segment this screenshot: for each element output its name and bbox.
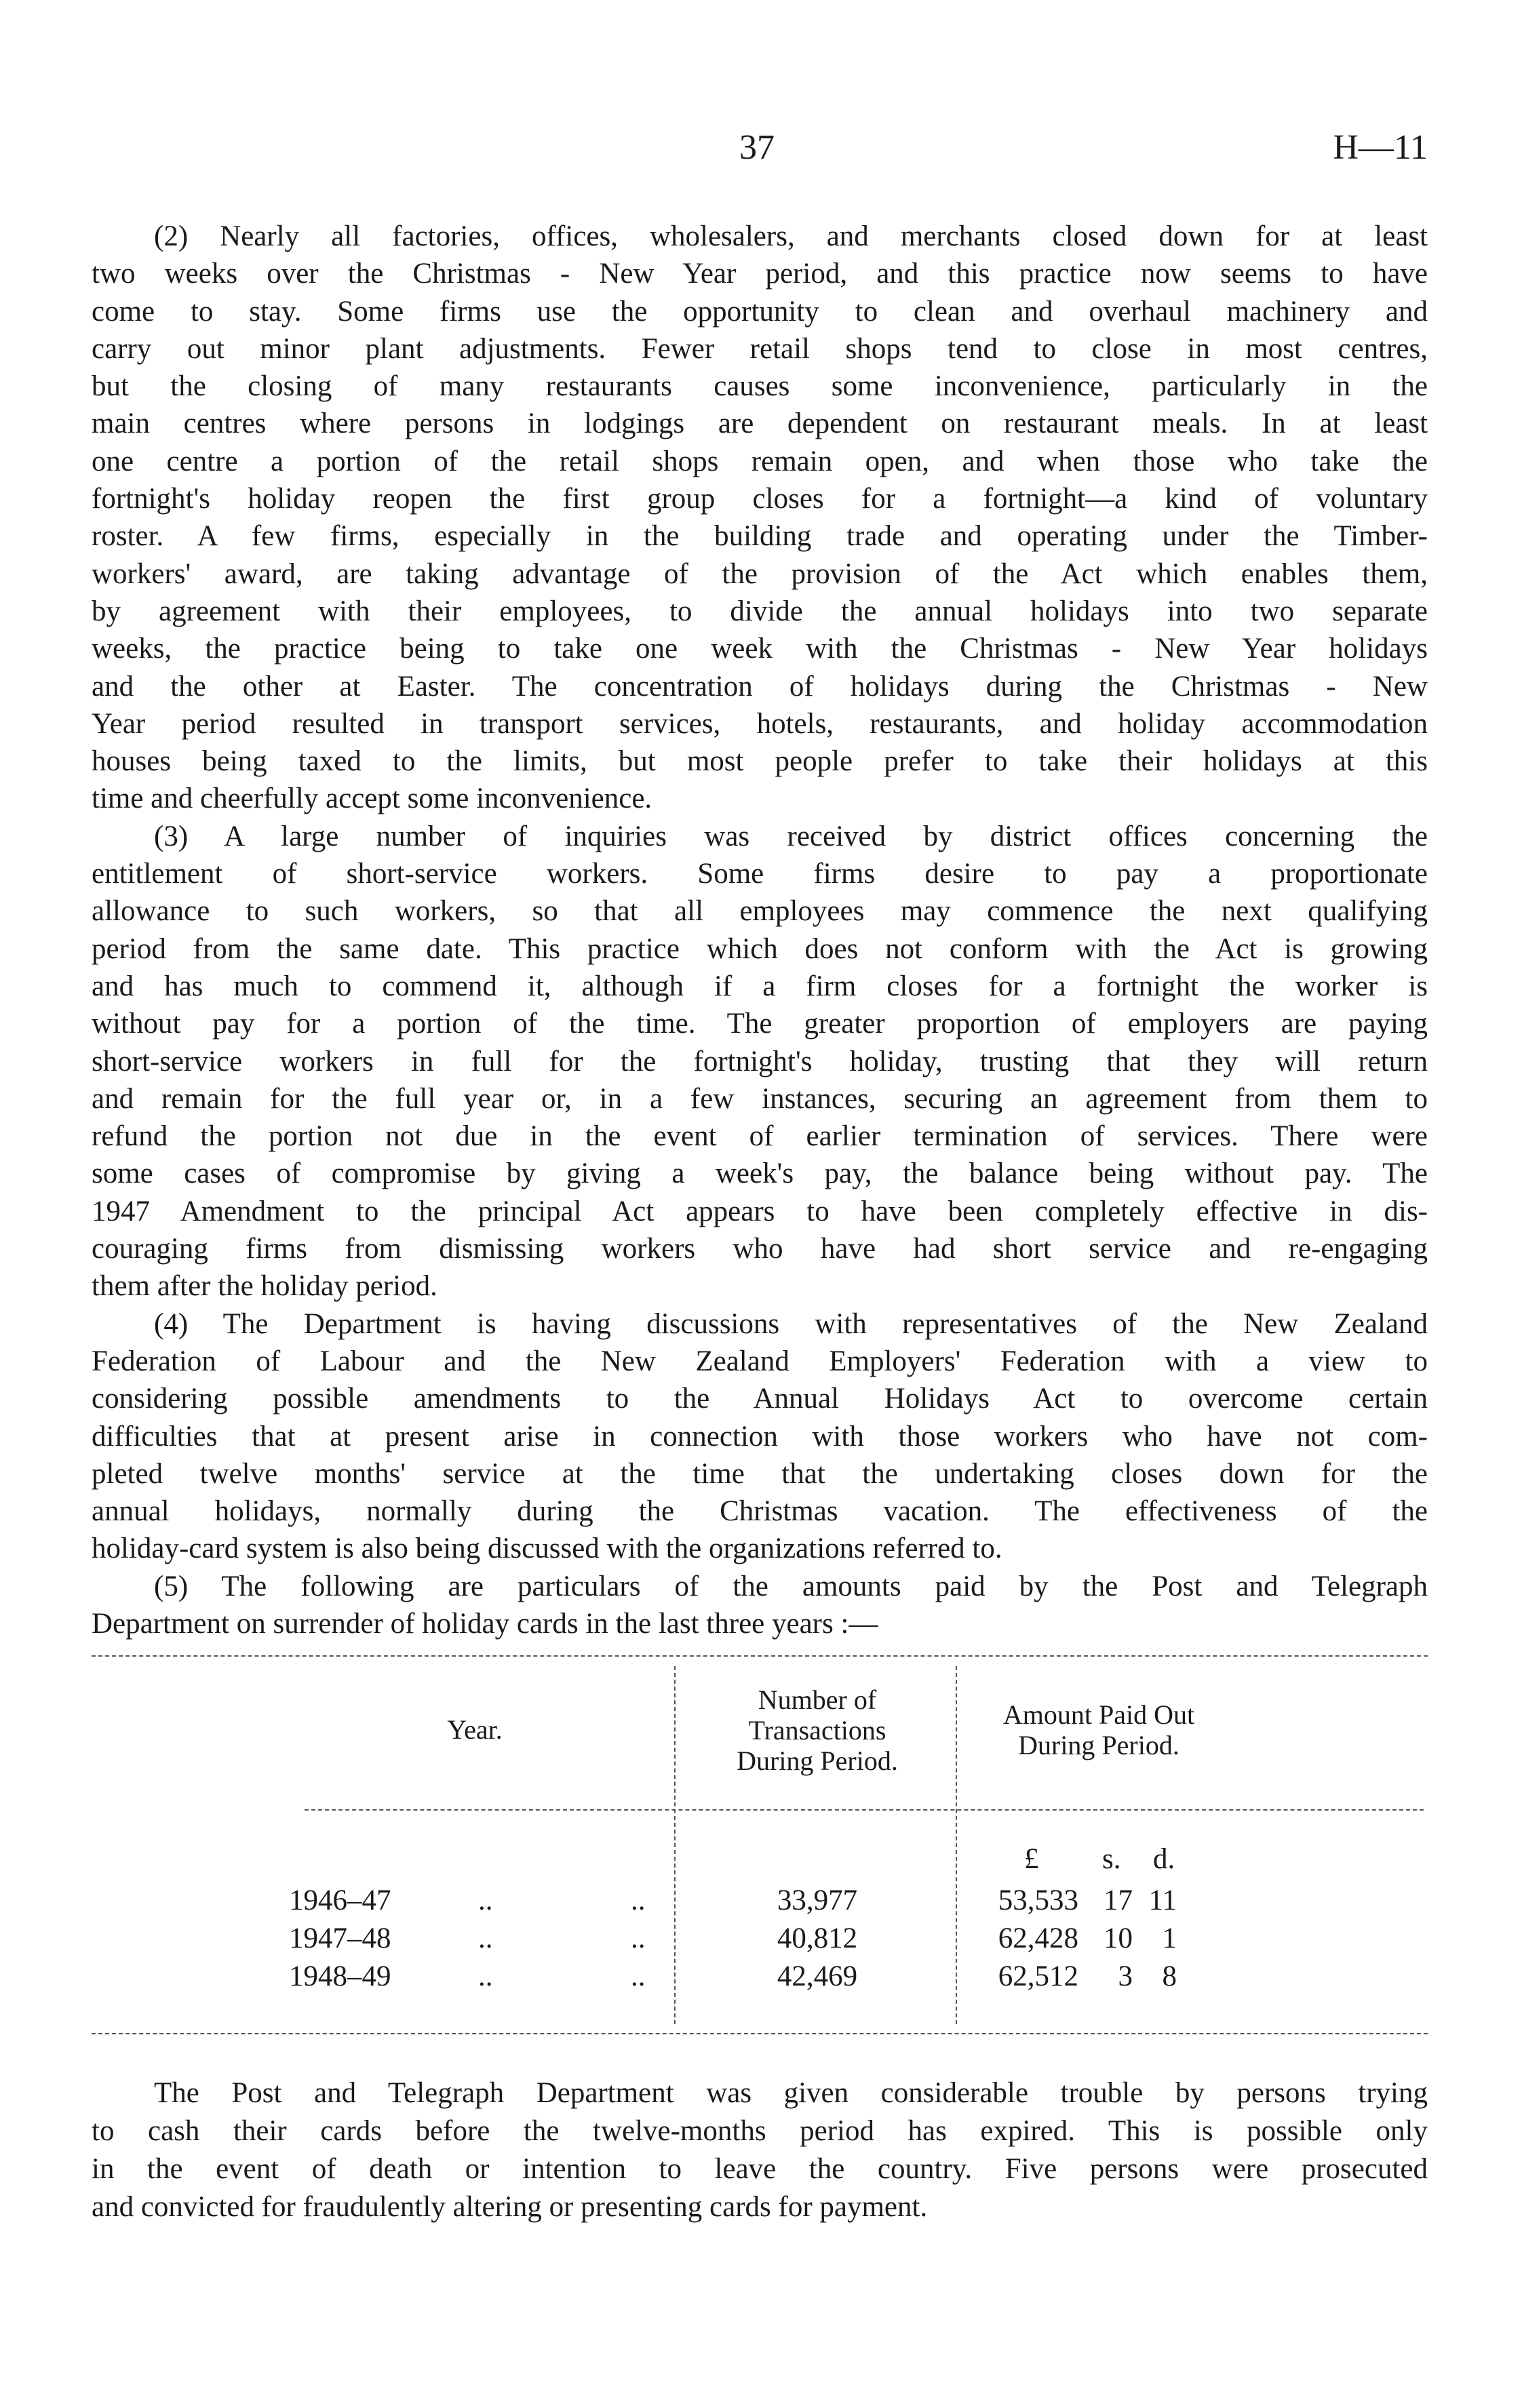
text-line: refund the portion not due in the event of earlier termination of services. There were [92,1120,1428,1153]
text-line: (5) The following are particulars of the amounts paid by the Post and Telegraph [154,1570,1428,1602]
header-line: Transactions [748,1715,886,1745]
text-line: (2) Nearly all factories, offices, wholesalers, and merchants closed down for at least [154,220,1428,252]
page-number: 37 [739,128,775,167]
header-year: Year. [447,1714,503,1745]
text-line: and has much to commend it, although if a firm closes for a fortnight the worker is [92,970,1428,1002]
leader-dots: .. [631,1922,646,1954]
pounds-cell: 62,512 [998,1960,1078,1992]
text-line: (3) A large number of inquiries was received by district offices concerning the [154,820,1428,852]
text-line: them after the holiday period. [92,1270,437,1303]
leader-dots: .. [631,1960,646,1992]
text-line: roster. A few firms, especially in the building trade and operating under the Timber- [92,520,1428,553]
year-cell: 1947–48 [289,1922,391,1954]
text-line: and convicted for fraudulently altering or presenting cards for payment. [92,2191,928,2223]
unit-shillings: s. [1102,1843,1121,1875]
text-line: fortnight's holiday reopen the first group closes for a fortnight—a kind of voluntary [92,483,1428,515]
text-line: carry out minor plant adjustments. Fewer retail shops tend to close in most centres, [92,332,1428,365]
leader-dots: .. [478,1884,493,1916]
text-line: difficulties that at present arise in connection with those workers who have not com- [92,1420,1428,1453]
text-line: in the event of death or intention to leave the country. Five persons were prosecuted [92,2153,1428,2185]
transactions-cell: 33,977 [777,1884,858,1916]
pence-cell: 11 [1148,1884,1177,1916]
pence-cell: 1 [1162,1922,1177,1954]
column-divider [956,1666,957,2024]
text-line: Federation of Labour and the New Zealand Employers' Federation with a view to [92,1345,1428,1377]
table-top-rule [92,1655,1428,1657]
paragraph [92,1305,1428,1568]
header-transactions [682,1684,953,1776]
text-line: to cash their cards before the twelve-months period has expired. This is possible only [92,2115,1428,2147]
text-line: period from the same date. This practice which does not conform with the Act is growing [92,932,1428,965]
text-line: couraging firms from dismissing workers who have had short service and re-engaging [92,1233,1428,1265]
header-amount [963,1699,1234,1760]
text-line: considering possible amendments to the Annual Holidays Act to overcome certain [92,1383,1428,1415]
header-line: Amount Paid Out [1002,1699,1195,1730]
leader-dots: .. [478,1960,493,1992]
text-line: weeks, the practice being to take one week with the Christmas - New Year holidays [92,633,1428,665]
text-line: annual holidays, normally during the Christmas vacation. The effectiveness of the [92,1495,1428,1528]
transactions-cell: 40,812 [777,1922,858,1954]
column-divider [674,1666,676,2024]
text-line: Year period resulted in transport services, hotels, restaurants, and holiday accommodation [92,707,1428,740]
header-line: During Period. [1018,1730,1179,1760]
paragraph [92,818,1428,1305]
text-line: houses being taxed to the limits, but most people prefer to take their holidays at this [92,745,1428,778]
text-line: come to stay. Some firms use the opportunity to clean and overhaul machinery and [92,295,1428,328]
text-line: (4) The Department is having discussions with representatives of the New Zealand [154,1307,1428,1340]
pence-cell: 8 [1162,1960,1177,1992]
pounds-cell: 62,428 [998,1922,1078,1954]
year-cell: 1946–47 [289,1884,391,1916]
text-line: pleted twelve months' service at the time that the undertaking closes down for the [92,1457,1428,1490]
closing-paragraph [92,2074,1428,2226]
unit-pounds: £ [1024,1843,1039,1875]
text-line: 1947 Amendment to the principal Act appears to have been completely effective in dis- [92,1195,1428,1227]
unit-pence: d. [1153,1843,1175,1875]
text-line: two weeks over the Christmas - New Year period, and this practice now seems to have [92,258,1428,290]
body-text [92,218,1428,1642]
text-line: Department on surrender of holiday cards in the last three years :— [92,1607,878,1640]
table-header-rule [305,1809,1424,1811]
paragraph [92,1568,1428,1643]
paragraph [92,218,1428,818]
text-line: by agreement with their employees, to divide the annual holidays into two separate [92,595,1428,627]
transactions-cell: 42,469 [777,1960,858,1992]
year-cell: 1948–49 [289,1960,391,1992]
shillings-cell: 17 [1104,1884,1133,1916]
text-line: The Post and Telegraph Department was given considerable trouble by persons trying [154,2077,1428,2109]
leader-dots: .. [478,1922,493,1954]
text-line: and remain for the full year or, in a few instances, securing an agreement from them to [92,1082,1428,1115]
text-line: main centres where persons in lodgings are dependent on restaurant meals. In at least [92,408,1428,440]
text-line: without pay for a portion of the time. The greater proportion of employers are paying [92,1008,1428,1040]
header-line: Number of [758,1684,877,1715]
text-line: allowance to such workers, so that all employees may commence the next qualifying [92,895,1428,928]
document-reference: H—11 [1333,128,1428,167]
pounds-cell: 53,533 [998,1884,1078,1916]
text-line: short-service workers in full for the fortnight's holiday, trusting that they will return [92,1045,1428,1078]
text-line: holiday-card system is also being discussed with the organizations referred to. [92,1533,1002,1565]
text-line: time and cheerfully accept some inconvenience. [92,783,652,815]
header-line: During Period. [737,1745,898,1776]
shillings-cell: 10 [1104,1922,1133,1954]
leader-dots: .. [631,1884,646,1916]
text-line: and the other at Easter. The concentration of holidays during the Christmas - New [92,670,1428,703]
shillings-cell: 3 [1118,1960,1133,1992]
text-line: but the closing of many restaurants causes some inconvenience, particularly in the [92,370,1428,403]
text-line: entitlement of short-service workers. Some firms desire to pay a proportionate [92,858,1428,890]
text-line: workers' award, are taking advantage of the provision of the Act which enables them, [92,557,1428,590]
text-line: one centre a portion of the retail shops remain open, and when those who take the [92,445,1428,477]
table-bottom-rule [92,2033,1428,2034]
text-line: some cases of compromise by giving a week's pay, the balance being without pay. The [92,1158,1428,1190]
